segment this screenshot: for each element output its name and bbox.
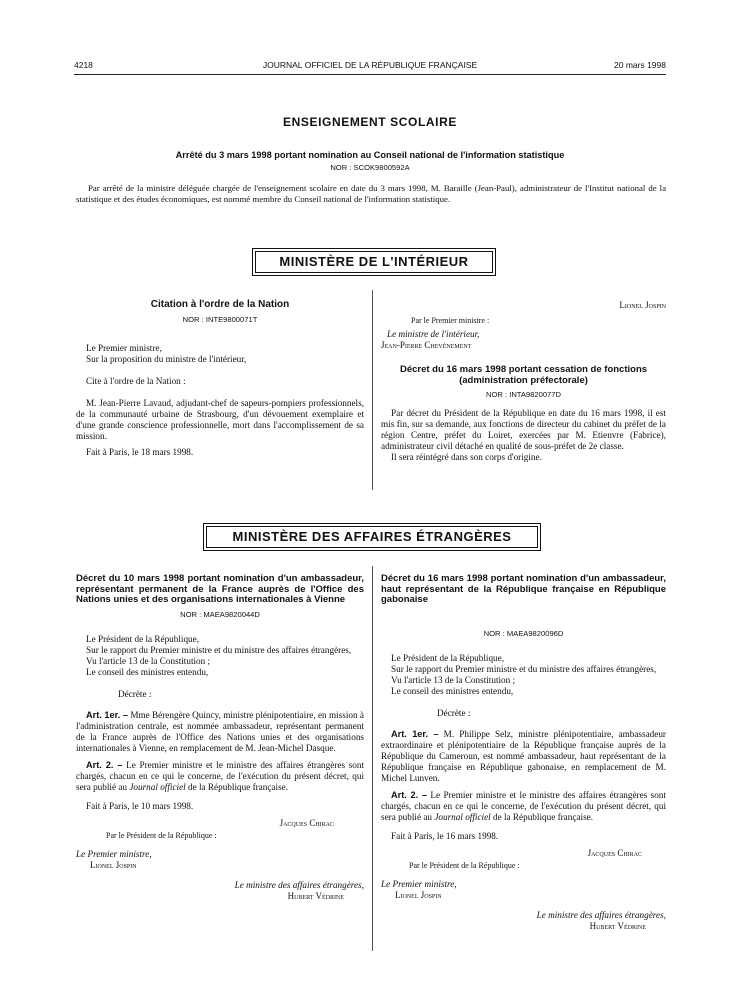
decret-gabon-title: Décret du 16 mars 1998 portant nomination d'un ambassadeur, haut représentant de la République française en République gabonaise bbox=[381, 573, 666, 605]
gabon-art1: M. Philippe Selz, ministre plénipotentiaire, ambassadeur extraordinaire et plénipotentiaire de la République française auprès de la République du Cameroun, est nommé ambassadeur, haut représentant de la République française en République gabonaise, en remplacement de M. Michel Lunven. bbox=[381, 728, 666, 783]
vienne-par-le-president: Par le Président de la République : bbox=[106, 830, 217, 840]
arrete-title: Arrêté du 3 mars 1998 portant nomination au Conseil national de l'information statistique bbox=[175, 150, 565, 160]
vienne-art2b: de la République française. bbox=[185, 781, 289, 792]
decret-vienne-title: Décret du 10 mars 1998 portant nomination d'un ambassadeur, représentant permanent de la France auprès de l'Office des Nations unies et des organisations internationales à Vienne bbox=[76, 573, 364, 605]
column-divider-2 bbox=[372, 566, 373, 951]
signature-jospin: Lionel Jospin bbox=[619, 300, 666, 310]
citation-column bbox=[76, 300, 364, 458]
vienne-premier-ministre: Le Premier ministre, bbox=[76, 848, 152, 859]
header-rule bbox=[74, 74, 666, 75]
decret-vienne-nor: NOR : MAEA9820044D bbox=[180, 609, 260, 619]
gabon-signature-vedrine: Hubert Védrine bbox=[589, 920, 646, 931]
decret-gabon-nor: NOR : MAEA9820096D bbox=[483, 628, 564, 638]
section-heading-enseignement: ENSEIGNEMENT SCOLAIRE bbox=[283, 115, 457, 129]
vienne-decrete: Décrète : bbox=[118, 688, 152, 699]
decret-cessation-p1: Par décret du Président de la République en date du 16 mars 1998, il est mis fin, sur sa demande, aux fonctions de directeur du cabinet du préfet de la région Centre, préfet du Loiret, exercées par M. Etienvre (Fabrice), administrateur civil détaché en qualité de sous-préfet de 2e classe. bbox=[381, 408, 666, 451]
decret-cessation-p2: Il sera réintégré dans son corps d'origine. bbox=[391, 452, 542, 462]
decret-cessation-nor: NOR : INTA9820077D bbox=[486, 390, 561, 399]
citation-p5: Fait à Paris, le 18 mars 1998. bbox=[86, 446, 194, 457]
vienne-p3: Vu l'article 13 de la Constitution ; bbox=[86, 655, 211, 666]
citation-p1: Le Premier ministre, bbox=[86, 342, 162, 353]
gabon-signature-chirac: Jacques Chirac bbox=[587, 847, 642, 858]
decret-vienne-column bbox=[76, 574, 364, 902]
gabon-art2b: de la République française. bbox=[490, 811, 594, 822]
citation-title: Citation à l'ordre de la Nation bbox=[150, 299, 290, 310]
vienne-art2-jo: Journal officiel bbox=[129, 781, 186, 792]
citation-p4: M. Jean-Pierre Lavaud, adjudant-chef de sapeurs-pompiers professionnels, de la communauté urbaine de Strasbourg, d'un dévouement exemplaire et d'une grande conscience professionnelle, mort dans l'accomplissement de sa mission. bbox=[76, 397, 364, 441]
ministry-box-affaires-etrangeres: MINISTÈRE DES AFFAIRES ÉTRANGÈRES bbox=[206, 526, 538, 548]
vienne-p1: Le Président de la République, bbox=[86, 633, 200, 644]
gabon-p1: Le Président de la République, bbox=[391, 652, 505, 663]
gabon-premier-ministre: Le Premier ministre, bbox=[381, 878, 457, 889]
running-header bbox=[74, 60, 666, 74]
citation-nor: NOR : INTE9800071T bbox=[182, 314, 258, 324]
column-divider bbox=[372, 290, 373, 490]
gabon-p3: Vu l'article 13 de la Constitution ; bbox=[391, 674, 516, 685]
page-number: 4218 bbox=[74, 60, 93, 70]
journal-title: JOURNAL OFFICIEL DE LA RÉPUBLIQUE FRANÇAISE bbox=[262, 60, 478, 70]
gabon-art2a: Le Premier ministre et le ministre des affaires étrangères sont chargés, chacun en ce qui le concerne, de l'exécution du présent décret, qui sera publié au bbox=[381, 789, 667, 822]
vienne-fait: Fait à Paris, le 10 mars 1998. bbox=[86, 800, 194, 811]
gabon-signature-jospin: Lionel Jospin bbox=[395, 889, 442, 900]
vienne-art1: Mme Bérengère Quincy, ministre plénipotentiaire, en mission à l'administration centrale, est nommée ambassadeur, représentant permanent de la France auprès de l'Office des Nations unies et des organisations internationales à Vienne, en remplacement de M. Jean-Michel Dasque. bbox=[76, 709, 364, 753]
gabon-art2-label: Art. 2. – bbox=[391, 789, 427, 800]
gabon-art1-label: Art. 1er. – bbox=[391, 728, 439, 739]
decret-gabon-column bbox=[381, 574, 666, 932]
gabon-par-le-president: Par le Président de la République : bbox=[409, 860, 520, 870]
gabon-decrete: Décrète : bbox=[437, 707, 471, 718]
vienne-signature-vedrine: Hubert Védrine bbox=[287, 890, 344, 901]
interieur-right-column bbox=[381, 300, 666, 463]
citation-p2: Sur la proposition du ministre de l'intérieur, bbox=[86, 353, 247, 364]
vienne-ministre-affaires-etrangeres: Le ministre des affaires étrangères, bbox=[234, 879, 364, 890]
gabon-p4: Le conseil des ministres entendu, bbox=[391, 685, 514, 696]
vienne-art1-label: Art. 1er. – bbox=[86, 709, 128, 720]
vienne-art2a: Le Premier ministre et le ministre des affaires étrangères sont chargés, chacun en ce qui le concerne, de l'exécution du présent décret, qui sera publié au bbox=[76, 759, 365, 792]
vienne-p4: Le conseil des ministres entendu, bbox=[86, 666, 209, 677]
arrete-nor: NOR : SCOK9800592A bbox=[330, 163, 410, 172]
vienne-signature-chirac: Jacques Chirac bbox=[279, 817, 334, 828]
gabon-fait: Fait à Paris, le 16 mars 1998. bbox=[391, 830, 499, 841]
vienne-p2: Sur le rapport du Premier ministre et du ministre des affaires étrangères, bbox=[86, 644, 352, 655]
gabon-art2-jo: Journal officiel bbox=[434, 811, 491, 822]
par-le-premier-ministre: Par le Premier ministre : bbox=[411, 316, 490, 325]
vienne-art2-label: Art. 2. – bbox=[86, 759, 123, 770]
arrete-body: Par arrêté de la ministre déléguée chargée de l'enseignement scolaire en date du 3 mars 1998, M. Baraille (Jean-Paul), administrateur de l'Institut national de la statistique et des études économiques, est nommé membre du Conseil national de l'information statistique. bbox=[76, 183, 666, 204]
vienne-signature-jospin: Lionel Jospin bbox=[90, 859, 137, 870]
gabon-p2: Sur le rapport du Premier ministre et du ministre des affaires étrangères, bbox=[391, 663, 657, 674]
citation-p3: Cite à l'ordre de la Nation : bbox=[86, 375, 186, 386]
ministry-box-interieur: MINISTÈRE DE L'INTÉRIEUR bbox=[255, 251, 493, 273]
signature-chevenement: Jean-Pierre Chevènement bbox=[381, 340, 472, 350]
ministre-interieur: Le ministre de l'intérieur, bbox=[387, 329, 480, 339]
gabon-ministre-affaires-etrangeres: Le ministre des affaires étrangères, bbox=[536, 909, 666, 920]
decret-cessation-title: Décret du 16 mars 1998 portant cessation de fonctions (administration préfectorale) bbox=[399, 364, 648, 386]
header-date: 20 mars 1998 bbox=[614, 60, 666, 70]
